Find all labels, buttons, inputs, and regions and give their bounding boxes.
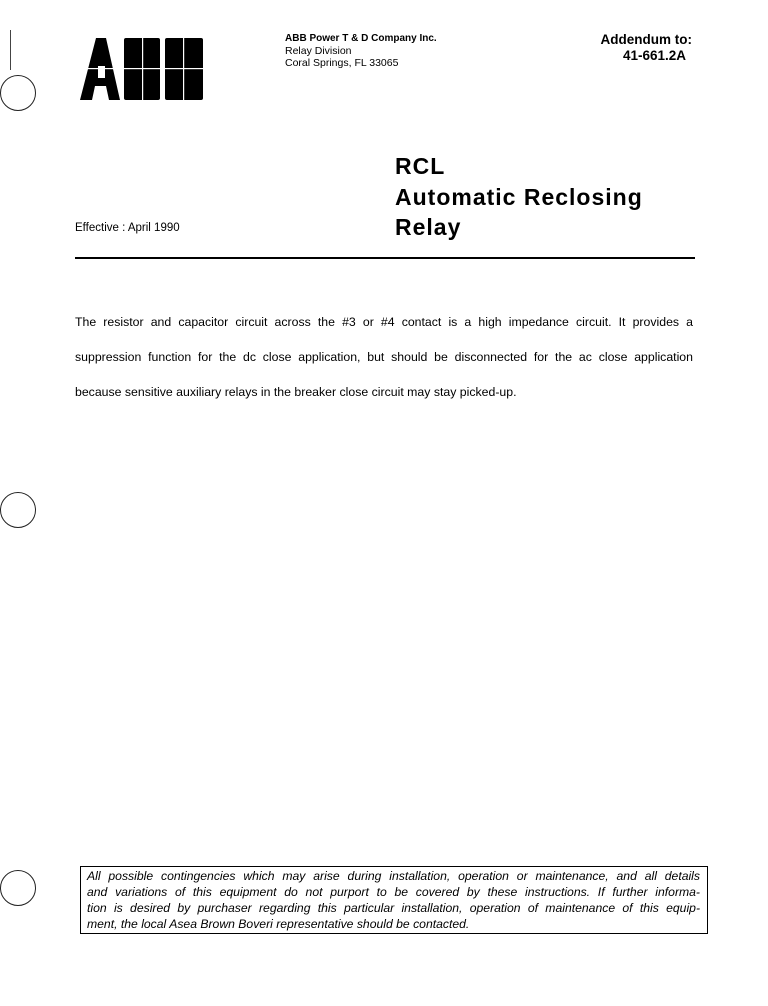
margin-mark [10, 30, 11, 70]
punch-hole-bottom [0, 870, 36, 906]
disclaimer-line: All possible contingencies which may arise during installation, operation or maintenance, and all details [87, 869, 700, 883]
disclaimer-line: ment, the local Asea Brown Boveri representative should be contacted. [87, 917, 470, 931]
addendum-label: Addendum to: [600, 32, 692, 47]
punch-hole-top [0, 75, 36, 111]
punch-hole-middle [0, 492, 36, 528]
company-address [285, 33, 437, 69]
body-line: The resistor and capacitor circuit across the #3 or #4 contact is a high impedance circuit. It provides a [75, 315, 693, 329]
title-line2: Automatic Reclosing [395, 184, 643, 210]
title-model: RCL [395, 153, 446, 179]
disclaimer-line: tion is desired by purchaser regarding this particular installation, operation of maintenance of this equip- [87, 901, 700, 915]
address: Coral Springs, FL 33065 [285, 57, 399, 69]
effective-date: Effective : April 1990 [75, 222, 180, 234]
header-rule [75, 257, 695, 259]
disclaimer-box [80, 866, 708, 934]
abb-logo [80, 38, 206, 100]
body-line: because sensitive auxiliary relays in the breaker close circuit may stay picked-up. [75, 385, 517, 399]
division: Relay Division [285, 45, 352, 57]
company-name: ABB Power T & D Company Inc. [285, 33, 437, 44]
body-line: suppression function for the dc close application, but should be disconnected for the ac close application [75, 350, 693, 364]
title-line3: Relay [395, 214, 462, 240]
disclaimer-line: and variations of this equipment do not purport to be covered by these instructions. If further informa- [87, 885, 700, 899]
addendum [580, 32, 692, 64]
addendum-number: 41-661.2A [622, 48, 686, 63]
